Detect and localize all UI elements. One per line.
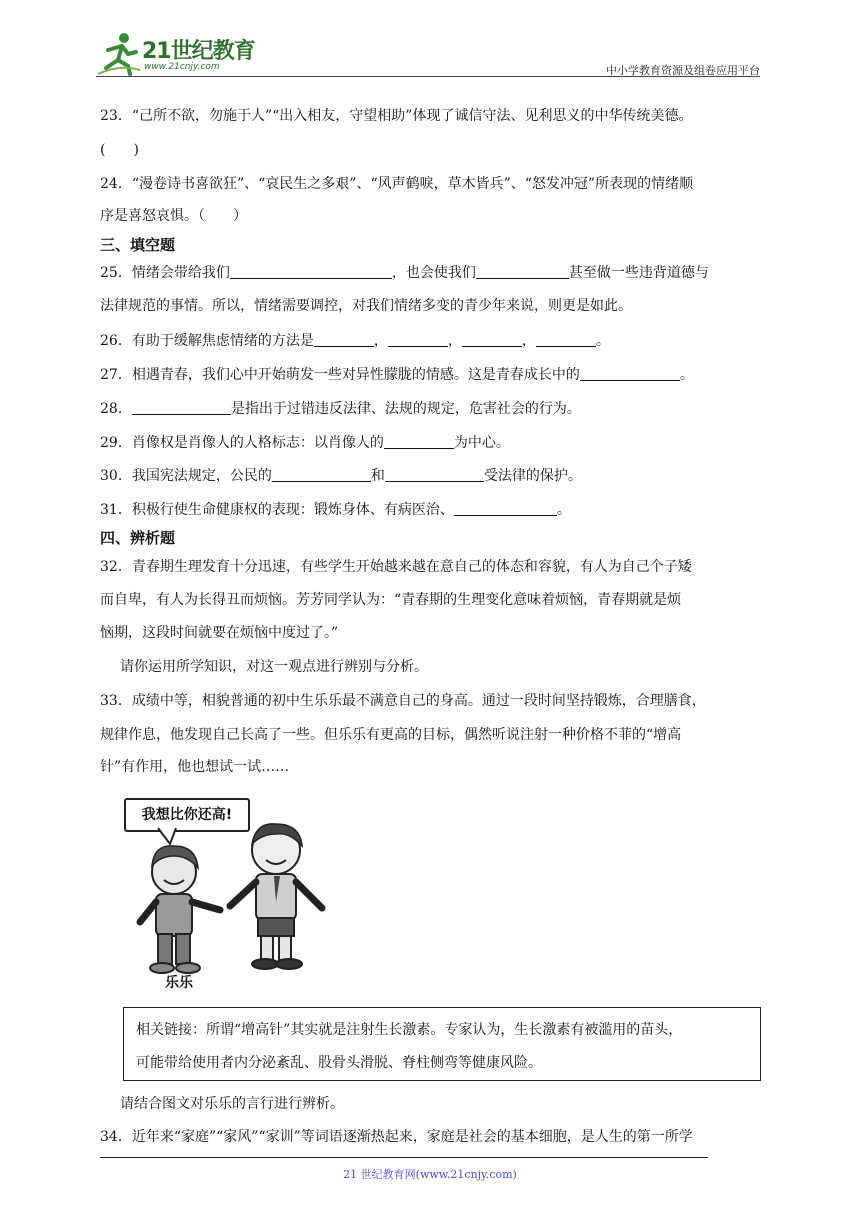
- section-heading-analysis: 四、辨析题: [100, 529, 176, 547]
- question-29: [100, 433, 510, 453]
- q27-text: 27．相遇青春，我们心中开始萌发一些对异性朦胧的情感。这是青春成长中的: [100, 367, 580, 383]
- answer-blank[interactable]: [536, 331, 596, 347]
- footer-divider: [100, 1157, 708, 1158]
- site-logo: [96, 28, 266, 80]
- q29-text: 29．肖像权是肖像人的人格标志：以肖像人的: [100, 435, 384, 451]
- answer-blank[interactable]: [385, 466, 484, 482]
- question-32-prompt: 请你运用所学知识，对这一观点进行辨别与分析。: [120, 659, 428, 675]
- speech-bubble: 我想比你还高!: [124, 798, 250, 832]
- related-link-box: [123, 1007, 761, 1081]
- question-33-line3: 针”有作用，他也想试一试……: [100, 759, 290, 775]
- logo-text: 21世纪教育: [142, 39, 255, 64]
- q26-text: 26．有助于缓解焦虑情绪的方法是: [100, 333, 314, 349]
- answer-blank[interactable]: [384, 433, 454, 449]
- question-31: [100, 500, 571, 520]
- q29-end: 为中心。: [453, 435, 510, 451]
- answer-blank[interactable]: [272, 466, 371, 482]
- question-23: 23．“己所不欲，勿施于人”“出入相友，守望相助”体现了诚信守法、见利思义的中华传统美德。: [100, 108, 693, 124]
- section-heading-fill-blank: 三、填空题: [100, 236, 176, 254]
- q26-end: 。: [595, 333, 610, 349]
- q25-part-b: ，也会使我们: [391, 265, 476, 281]
- q28-num: 28．: [100, 401, 132, 417]
- question-27: [100, 365, 694, 385]
- answer-blank[interactable]: [462, 331, 522, 347]
- answer-blank[interactable]: [580, 365, 680, 381]
- answer-blank[interactable]: [230, 263, 392, 279]
- q25-part-c: 甚至做一些违背道德与: [568, 265, 709, 281]
- question-33-line2: 规律作息，他发现自己长高了一些。但乐乐有更高的目标，偶然听说注射一种价格不菲的“增高: [100, 727, 682, 743]
- q30-and: 和: [370, 468, 385, 484]
- question-26: [100, 331, 610, 351]
- question-33-line1: 33．成绩中等，相貌普通的初中生乐乐最不满意自己的身高。通过一段时间坚持锻炼，合理膳食，: [100, 693, 706, 709]
- q26-sep: ，: [373, 333, 388, 349]
- question-33-prompt: 请结合图文对乐乐的言行进行辨析。: [120, 1096, 344, 1112]
- page-header: [96, 28, 760, 80]
- q27-end: 。: [679, 367, 694, 383]
- q31-text: 31．积极行使生命健康权的表现：锻炼身体、有病医治、: [100, 502, 454, 518]
- footer-link[interactable]: 21 世纪教育网(www.21cnjy.com): [343, 1168, 517, 1181]
- cartoon-boys-image: [118, 790, 348, 980]
- question-25-line1: [100, 263, 709, 283]
- answer-blank[interactable]: [132, 399, 231, 415]
- q30-text: 30．我国宪法规定，公民的: [100, 468, 272, 484]
- question-24-line1: 24．“漫卷诗书喜欲狂”、“哀民生之多艰”、“风声鹤唳，草木皆兵”、“怒发冲冠”所表现的情绪顺: [100, 176, 694, 192]
- q25-part-a: 25．情绪会带给我们: [100, 265, 230, 281]
- header-divider: [96, 76, 760, 77]
- cartoon-illustration: [118, 790, 348, 998]
- answer-blank[interactable]: [388, 331, 448, 347]
- related-link-line1: 相关链接：所谓“增高针”其实就是注射生长激素。专家认为，生长激素有被滥用的苗头，: [136, 1022, 683, 1038]
- q31-end: 。: [556, 502, 571, 518]
- runner-logo-icon: [96, 30, 142, 76]
- figure-caption: 乐乐: [165, 975, 193, 991]
- q30-end: 受法律的保护。: [483, 468, 582, 484]
- answer-blank[interactable]: [314, 331, 374, 347]
- q28-text: 是指出于过错违反法律、法规的规定，危害社会的行为。: [230, 401, 581, 417]
- question-25-line2: 法律规范的事情。所以，情绪需要调控，对我们情绪多变的青少年来说，则更是如此。: [100, 298, 632, 314]
- question-28: [100, 399, 581, 419]
- answer-blank[interactable]: [476, 263, 569, 279]
- q26-sep: ，: [447, 333, 462, 349]
- question-30: [100, 466, 582, 486]
- question-24-line2: 序是喜怒哀惧。（ ）: [100, 208, 247, 224]
- question-32-line3: 恼期，这段时间就要在烦恼中度过了。”: [100, 625, 339, 641]
- question-23-answer-paren: ( ): [100, 142, 139, 158]
- question-32-line1: 32．青春期生理发育十分迅速，有些学生开始越来越在意自己的体态和容貌，有人为自己个子矮: [100, 559, 692, 575]
- q26-sep: ，: [521, 333, 536, 349]
- logo-url: www.21cnjy.com: [144, 62, 220, 72]
- related-link-line2: 可能带给使用者内分泌紊乱、股骨头滑脱、脊柱侧弯等健康风险。: [136, 1055, 542, 1071]
- platform-title: 中小学教育资源及组卷应用平台: [606, 64, 760, 77]
- question-34-line1: 34．近年来“家庭”“家风”“家训”等词语逐渐热起来，家庭是社会的基本细胞，是人生的第一所学: [100, 1129, 693, 1145]
- answer-blank[interactable]: [454, 500, 557, 516]
- question-32-line2: 而自卑，有人为长得丑而烦恼。芳芳同学认为：“青春期的生理变化意味着烦恼，青春期就是烦: [100, 592, 682, 608]
